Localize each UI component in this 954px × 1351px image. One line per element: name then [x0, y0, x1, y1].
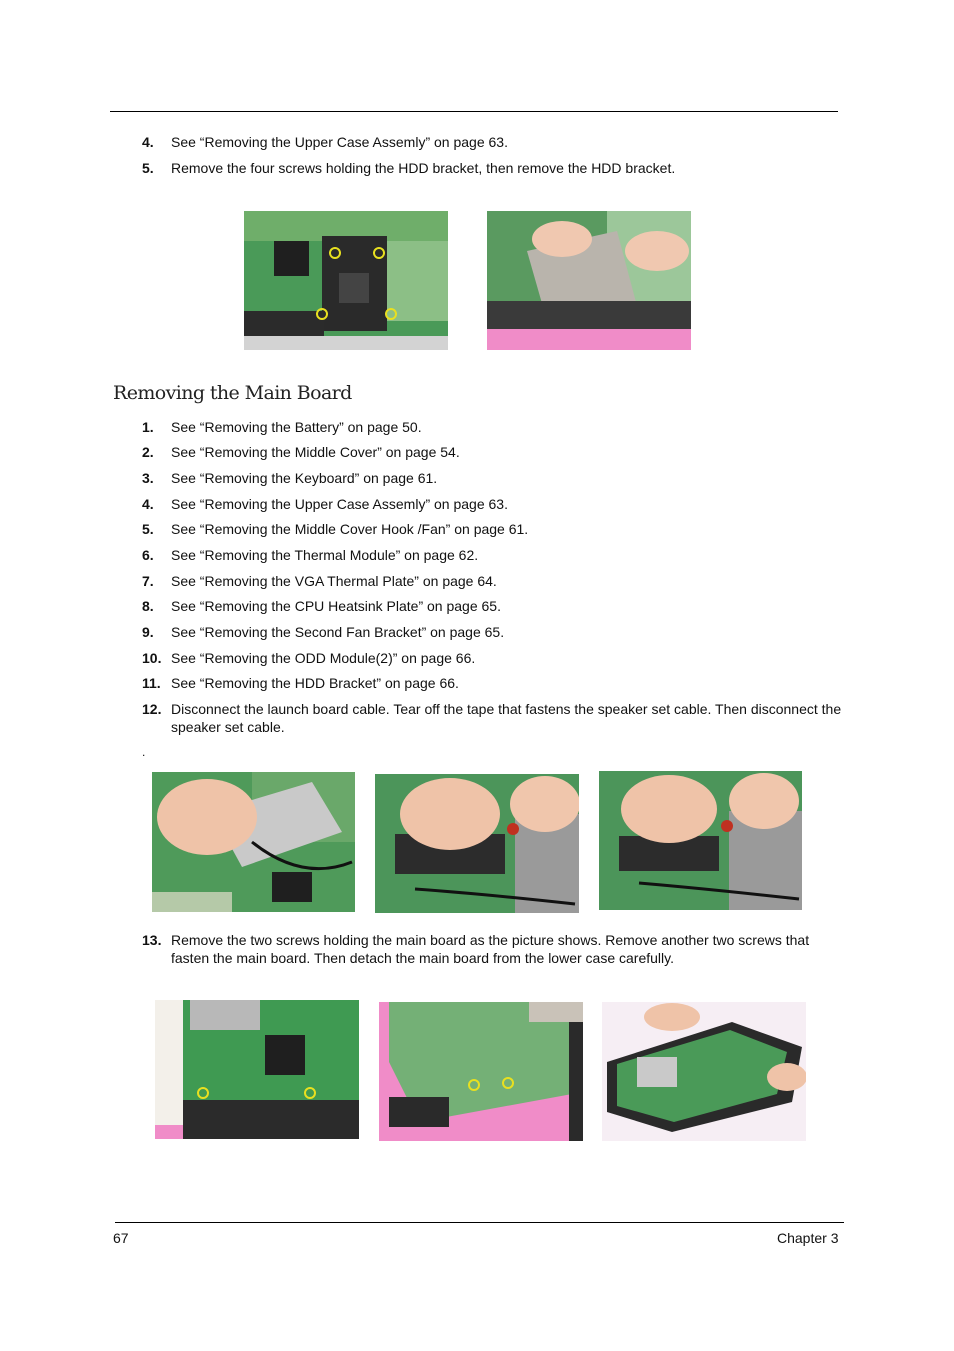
step-number: 5.	[142, 160, 154, 176]
page-number: 67	[113, 1230, 129, 1246]
photo-detach-main-board	[602, 1002, 806, 1141]
step-number: 5.	[142, 521, 154, 537]
photo-hdd-bracket-screws	[244, 211, 448, 350]
step-number: 1.	[142, 419, 154, 435]
step-number: 9.	[142, 624, 154, 640]
chapter-label: Chapter 3	[777, 1230, 839, 1246]
step-text: See “Removing the Second Fan Bracket” on page 65.	[171, 624, 505, 640]
step-text: See “Removing the Upper Case Assemly” on page 63.	[171, 134, 508, 150]
step-text: Disconnect the launch board cable. Tear off the tape that fastens the speaker set cable. Then disconnect the speaker set cable.	[171, 701, 842, 735]
step-text: Remove the two screws holding the main board as the picture shows. Remove another two screws that fasten the main board. Then detach the main board from the lower case carefully.	[171, 932, 810, 966]
stray-dot: .	[142, 745, 146, 759]
step-text: See “Removing the Keyboard” on page 61.	[171, 470, 438, 486]
step-text: See “Removing the Middle Cover Hook /Fan” on page 61.	[171, 521, 529, 537]
step-number: 8.	[142, 598, 154, 614]
step-number: 11.	[142, 675, 161, 691]
photo-main-board-other-screws	[379, 1002, 583, 1141]
photo-speaker-cable	[599, 771, 802, 910]
step-number: 4.	[142, 496, 154, 512]
step-text: Remove the four screws holding the HDD bracket, then remove the HDD bracket.	[171, 160, 676, 176]
step-text: See “Removing the HDD Bracket” on page 66.	[171, 675, 459, 691]
step-text: See “Removing the Thermal Module” on page 62.	[171, 547, 479, 563]
step-number: 7.	[142, 573, 154, 589]
step-number: 13.	[142, 932, 162, 948]
header-rule	[110, 111, 838, 112]
step-number: 2.	[142, 444, 154, 460]
step-number: 4.	[142, 134, 154, 150]
step-text: See “Removing the CPU Heatsink Plate” on page 65.	[171, 598, 501, 614]
step-text: See “Removing the Battery” on page 50.	[171, 419, 422, 435]
step-text: See “Removing the VGA Thermal Plate” on page 64.	[171, 573, 497, 589]
photo-hdd-bracket-removal	[487, 211, 691, 350]
photo-tear-tape	[375, 774, 579, 913]
step-text: See “Removing the Upper Case Assemly” on page 63.	[171, 496, 508, 512]
step-number: 12.	[142, 701, 162, 717]
photo-main-board-screws	[155, 1000, 359, 1139]
step-number: 10.	[142, 650, 162, 666]
step-text: See “Removing the ODD Module(2)” on page 66.	[171, 650, 476, 666]
section-title: Removing the Main Board	[113, 382, 352, 404]
step-number: 6.	[142, 547, 154, 563]
footer-rule	[115, 1222, 844, 1223]
photo-launch-board-cable	[152, 772, 355, 912]
step-number: 3.	[142, 470, 154, 486]
step-text: See “Removing the Middle Cover” on page 54.	[171, 444, 460, 460]
